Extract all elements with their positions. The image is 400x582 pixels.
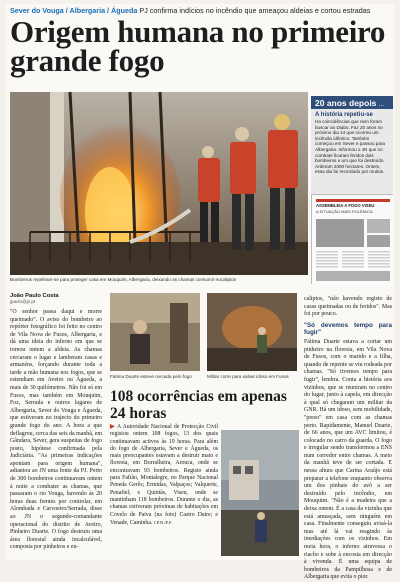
sidebar-body: Ha coincidências que nem foram buscar ao Diabo. Faz 20 anos no próximo dia 14 que ocorreu um incêndio idêntico. Também começou em Sever e passou para Albergaria. Informou o JN que no combate ficaram feridos dois bombeiros e um que foi destruído. Arderam 2000 hectares. Ontem, essa dia foi recordado por muitos.	[315, 119, 385, 175]
photo-covelo-paiva	[221, 430, 299, 556]
sidebar-header-text: 20 anos depois	[315, 98, 377, 108]
article-column-1: "O senhor passa daqui e morre queimado". O aviso do bombeiro ao repórter fotográfico foi feito no centro de Vila Nova de Fusos, Albergaria, e dá uma ideia do inferno em que se tornou ontem a aldeia. As chamas cercaram o lugar e lamberam casas e armazéns, forçando durante toda a tarde a mão humana nos fogos, que se estendiam em Aveiro ou Águeda, a mais de 30 quilómetros. Não foi só em Fusos, mas também em Mouquim, Foz, Serrada e outros lugares de Albergaria, Sever do Vouga e Águeda, que estiveram no trajecto do primeiro grande fogo do ano. A hora a que deflagrou, cerca das seis da manhã, em Gândara, Sever, gera suspeitas de fogo posto, hipótese confirmada pela Judiciária. "As primeiras indicações apontam para origem humana", adiantou ao JN uma fonte da PJ. Perto de 300 bombeiros continuavam ontem à noite a combater as chamas, que passaram o rio Vouga, havendo às 20 horas duas frentes por controlar, em Alombada e Carvoeiro/Serrada, disse ao JN o segundo-comandante operacional do distrito de Aveiro, Pinheiro Duarte. O fogo destruiu uma área florestal ainda incalculável, composta por pinheiros e eu-	[10, 309, 102, 551]
fire-scene-illustration	[10, 92, 308, 275]
sidebar-header	[311, 96, 393, 109]
occurrences-text: A Autoridade Nacional de Protecção Civil registou ontem 108 fogos, 13 dos quais continuavam activos às 19 horas. Para além do fogo de Albergaria, Sever e Águeda, os mais preocupantes estavam a destruir mato e floresta, em Borralheira, Arouca, onde se encontravam 93 bombeiros. Registo ainda para Fafião, Montalegre, no Parque Nacional Peneda Gerês; Ermidas, Valpaços; Valquerte, Penafiel; e Quintãs, Viseu, onde se mantinham 118 bombeiros. Durante o dia, as chamas estiveram próximas de habitações em Covelo de Paiva (na foto) Castro Daire; e Venade, Caminha.	[110, 424, 218, 526]
main-photo-caption: Bombeiros repeliram-se para proteger casa em Mouquim, Albergaria, deixando as chamas consumir eucaliptos	[10, 277, 237, 282]
column-3-body: Fátima Duarte estava a cortar um pinheiro na floresta, em Vila Nova de Fusos, com o marido e a filha, quando de repente se viu rodeada por chamas. "Só tivemos tempo para fugir", lembra. Conta a história aos vizinhos, que se reuniram no centro do lugar, junto à capela, em direcção à qual só chegaram um militar da GNR. Há um idoso, sem mobilidade, "preso" em casa com as chamas perto. Rapidamente, Manuel Duarte, de 66 anos, que um AVC limitou, é colocado no carro da guarda. O fogo e irregular sendo transformou a ENS num corredor entre chamas. A meio da manhã teve de ser cortada. E nessa altura que Carina Araújo está preparar a telefone enquanto observa um dos pinhais do avô a ser destruído pelo incêndio, em Mouquim. "Não é a madeira que a deixa ontem. É a casa da vizinha que está ameaçada, sem ninguém em casa. Finalmente conseguiu avisá-la mas até lá vai reagindo às imediações com os vizinhos. Em meia hora, o inferno atravessa o riacho e sobe à encosta em direcção à vivenda. É uma equipa de bombeiros da Pampilhosa e de Albergaria que evita o pior.	[304, 338, 392, 581]
main-photo	[10, 92, 308, 275]
archive-page-subtitle: A SITUAÇÃO MAIS POLÉMICA	[316, 209, 373, 214]
byline	[10, 293, 102, 304]
main-headline: Origem humana no primeiro grande fogo	[10, 14, 386, 78]
article-column-3	[304, 296, 392, 581]
photo-woman	[110, 293, 200, 371]
author-name: João Paulo Costa	[10, 293, 59, 299]
sidebar-title: A história repetiu-se	[315, 112, 373, 118]
column-3-subheading: "Só devemos tempo para fugir"	[304, 321, 392, 337]
column-3-top: caliptos, "não havendo registo de casas queimadas ou de feridos". Mas foi por pouco.	[304, 296, 392, 318]
kicker-text: PJ confirma indícios no incêndio que ameaçou aldeias e cortou estradas	[139, 6, 371, 15]
archive-page-thumbnail	[311, 194, 393, 284]
covelo-photo-illustration	[221, 430, 299, 556]
newspaper-page	[6, 4, 394, 581]
archive-page-title: ASSEMBLEIA A FOGO VISEU	[316, 203, 375, 208]
photo-woman-caption: Fátima Duarte esteve cercada pelo fogo	[110, 374, 192, 379]
rescue-photo-illustration	[207, 293, 297, 371]
woman-photo-illustration	[110, 293, 200, 371]
arrow-bullet-icon: ▶	[110, 424, 116, 430]
author-email: jpaulo@jn.pt	[10, 299, 36, 304]
sidebar-header-ellipsis: ...	[378, 101, 385, 108]
photo-military-caption: Militar corre para salvar idoso em Fusos	[207, 374, 289, 379]
sub-headline: 108 ocorrências em apenas 24 horas	[110, 388, 287, 422]
photo-military-rescue	[207, 293, 297, 371]
section-label: Sever do Vouga / Albergaria / Águeda	[10, 6, 138, 15]
occurrences-box-text	[110, 424, 218, 561]
sidebar-box	[311, 96, 393, 196]
occurrences-signature: J.P.N./F.F.	[153, 519, 173, 525]
